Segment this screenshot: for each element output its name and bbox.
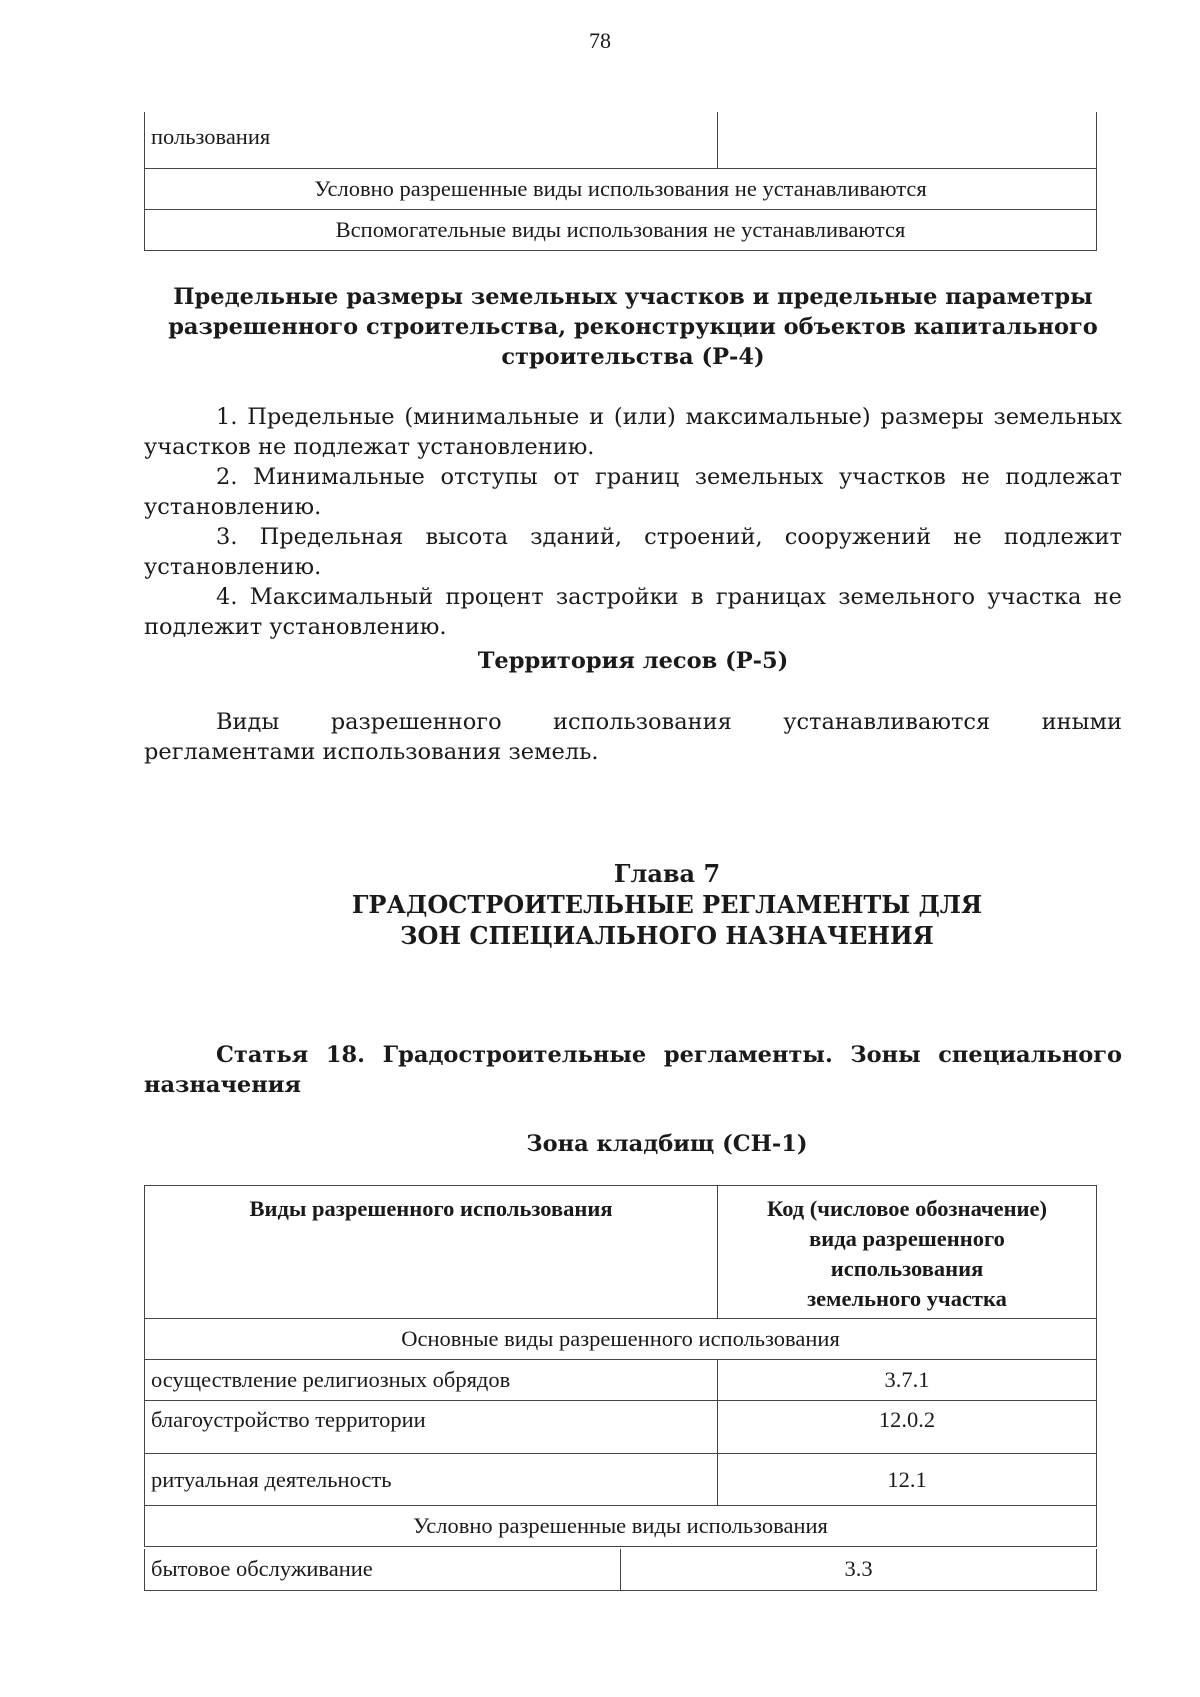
limits-item: 3. Предельная высота зданий, строений, сооружений не подлежит установлению. — [144, 524, 1122, 580]
code-header-line: использования — [830, 1256, 984, 1281]
limits-title-line: разрешенного строительства, реконструкции объектов капитального — [168, 314, 1098, 340]
code-header-line: земельного участка — [807, 1286, 1007, 1311]
limits-item: 1. Предельные (минимальные и (или) максимальные) размеры земельных участков не подлежат установлению. — [144, 404, 1122, 460]
forest-text-block — [144, 707, 1122, 767]
use-name: осуществление религиозных обрядов — [145, 1360, 718, 1401]
limits-title-line: Предельные размеры земельных участков и предельные параметры — [173, 284, 1093, 310]
continued-table — [144, 112, 1097, 251]
use-code: 3.3 — [621, 1549, 1097, 1590]
column-header-code — [718, 1186, 1097, 1319]
forest-text: Виды разрешенного использования устанавливаются иными регламентами использования земель. — [144, 709, 1122, 765]
limits-item: 2. Минимальные отступы от границ земельных участков не подлежат установлению. — [144, 464, 1122, 520]
use-code: 12.0.2 — [718, 1401, 1097, 1454]
page-number: 78 — [589, 28, 611, 53]
chapter-heading — [144, 858, 1190, 951]
limits-item: 4. Максимальный процент застройки в границах земельного участка не подлежит установлению. — [144, 584, 1122, 640]
limits-title-line: строительства (Р-4) — [501, 344, 765, 370]
article-heading: Статья 18. Градостроительные регламенты. Зоны специального назначения — [144, 1042, 1122, 1098]
auxiliary-none-row: Вспомогательные виды использования не устанавливаются — [145, 209, 1097, 250]
use-name: бытовое обслуживание — [145, 1549, 621, 1590]
use-name: ритуальная деятельность — [145, 1454, 718, 1506]
empty-cell — [718, 112, 1097, 168]
limits-items — [144, 402, 1122, 642]
chapter-title-line: ЗОН СПЕЦИАЛЬНОГО НАЗНАЧЕНИЯ — [400, 921, 934, 950]
use-name: благоустройство территории — [145, 1401, 718, 1454]
table-row — [145, 1549, 1097, 1590]
forest-title: Территория лесов (Р-5) — [477, 648, 789, 674]
zone-uses-table-tail — [144, 1549, 1097, 1591]
section-row-main: Основные виды разрешенного использования — [145, 1319, 1097, 1360]
chapter-title-line: ГРАДОСТРОИТЕЛЬНЫЕ РЕГЛАМЕНТЫ ДЛЯ — [351, 890, 983, 919]
use-code: 12.1 — [718, 1454, 1097, 1506]
chapter-number: Глава 7 — [613, 859, 721, 888]
article-heading-block — [144, 1040, 1122, 1100]
table-row — [145, 1401, 1097, 1454]
code-header-line: Код (числовое обозначение) — [767, 1196, 1047, 1221]
zone-uses-table — [144, 1185, 1097, 1547]
limits-title — [144, 282, 1122, 372]
table-row — [145, 1360, 1097, 1401]
zone-title: Зона кладбищ (СН-1) — [526, 1131, 808, 1157]
continued-cell: пользования — [145, 112, 718, 168]
section-row-conditional: Условно разрешенные виды использования — [145, 1506, 1097, 1547]
code-header-line: вида разрешенного — [809, 1226, 1005, 1251]
table-row — [145, 1454, 1097, 1506]
column-header-uses: Виды разрешенного использования — [145, 1186, 718, 1319]
conditional-none-row: Условно разрешенные виды использования не устанавливаются — [145, 168, 1097, 209]
use-code: 3.7.1 — [718, 1360, 1097, 1401]
